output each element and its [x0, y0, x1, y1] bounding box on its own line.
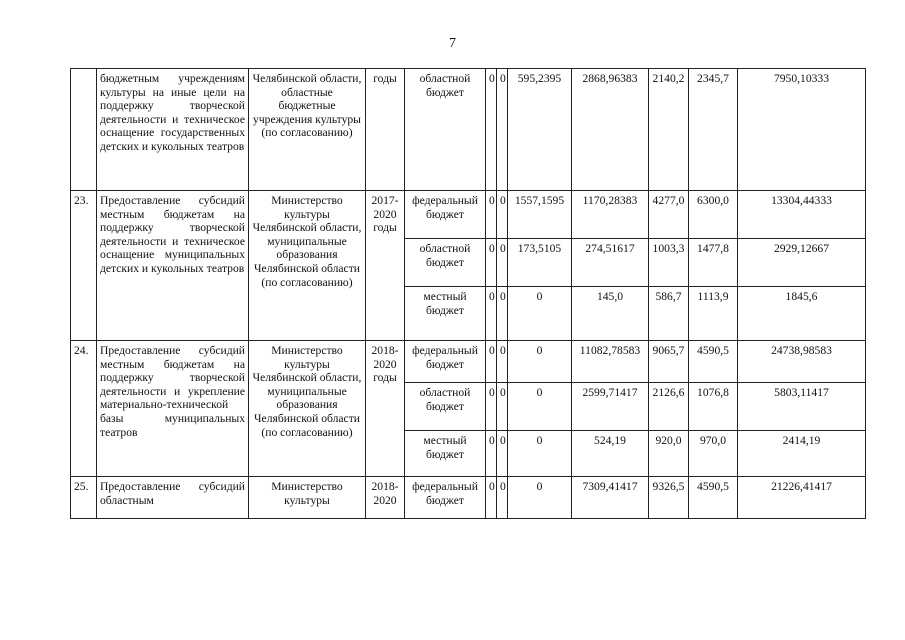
value-year-3: 586,7: [649, 287, 689, 341]
value-year-2: 2868,96383: [572, 69, 649, 191]
funding-source: областной бюджет: [405, 69, 486, 191]
value-zero-2: 0: [497, 383, 508, 431]
table-row: [71, 191, 866, 239]
value-year-2: 7309,41417: [572, 477, 649, 519]
value-year-2: 145,0: [572, 287, 649, 341]
value-zero-2: 0: [497, 191, 508, 239]
value-zero-2: 0: [497, 477, 508, 519]
value-zero-2: 0: [497, 239, 508, 287]
value-zero-2: 0: [497, 287, 508, 341]
funding-source: федеральный бюджет: [405, 341, 486, 383]
implementation-years: 2018-2020: [366, 477, 405, 519]
implementation-years: годы: [366, 69, 405, 191]
funding-source: местный бюджет: [405, 431, 486, 477]
value-zero-2: 0: [497, 431, 508, 477]
executor: Министерство культуры Челябинской области, муниципальные образования Челябинской области (по согласованию): [249, 341, 366, 477]
value-total: 2929,12667: [738, 239, 866, 287]
value-year-3: 2126,6: [649, 383, 689, 431]
value-year-3: 4277,0: [649, 191, 689, 239]
value-zero-2: 0: [497, 341, 508, 383]
table-row: [71, 69, 866, 191]
value-year-1: 0: [508, 477, 572, 519]
value-zero-1: 0: [486, 239, 497, 287]
value-year-4: 6300,0: [689, 191, 738, 239]
activity-name: Предоставление субсидий местным бюджетам на поддержку творческой деятельности и укрепление материально-технической базы муниципальных театров: [97, 341, 249, 477]
activity-name: Предоставление субсидий областным: [97, 477, 249, 519]
activity-name: Предоставление субсидий местным бюджетам на поддержку творческой деятельности и техническое оснащение муниципальных детских и кукольных театров: [97, 191, 249, 341]
value-year-1: 595,2395: [508, 69, 572, 191]
value-total: 5803,11417: [738, 383, 866, 431]
value-zero-1: 0: [486, 431, 497, 477]
value-year-4: 970,0: [689, 431, 738, 477]
row-number: 23.: [71, 191, 97, 341]
page-number: 7: [449, 36, 456, 51]
value-year-2: 11082,78583: [572, 341, 649, 383]
value-year-3: 9326,5: [649, 477, 689, 519]
row-number: 24.: [71, 341, 97, 477]
activity-name: бюджетным учреждениям культуры на иные цели на поддержку творческой деятельности и техническое оснащение государственных детских и кукольных театров: [97, 69, 249, 191]
value-total: 1845,6: [738, 287, 866, 341]
value-year-2: 524,19: [572, 431, 649, 477]
funding-source: местный бюджет: [405, 287, 486, 341]
value-year-2: 274,51617: [572, 239, 649, 287]
value-zero-1: 0: [486, 287, 497, 341]
value-year-3: 920,0: [649, 431, 689, 477]
value-year-4: 1477,8: [689, 239, 738, 287]
value-zero-1: 0: [486, 383, 497, 431]
value-zero-2: 0: [497, 69, 508, 191]
value-year-1: 0: [508, 383, 572, 431]
value-zero-1: 0: [486, 191, 497, 239]
value-year-1: 0: [508, 341, 572, 383]
value-total: 2414,19: [738, 431, 866, 477]
value-year-3: 2140,2: [649, 69, 689, 191]
funding-source: федеральный бюджет: [405, 191, 486, 239]
value-year-2: 1170,28383: [572, 191, 649, 239]
row-number: [71, 69, 97, 191]
value-year-1: 0: [508, 431, 572, 477]
value-year-4: 4590,5: [689, 341, 738, 383]
value-year-1: 0: [508, 287, 572, 341]
table-row: [71, 341, 866, 383]
value-year-3: 1003,3: [649, 239, 689, 287]
executor: Министерство культуры: [249, 477, 366, 519]
program-activities-table: [70, 68, 866, 519]
value-total: 7950,10333: [738, 69, 866, 191]
value-year-4: 1113,9: [689, 287, 738, 341]
value-total: 13304,44333: [738, 191, 866, 239]
implementation-years: 2017-2020 годы: [366, 191, 405, 341]
value-zero-1: 0: [486, 477, 497, 519]
value-year-4: 1076,8: [689, 383, 738, 431]
value-year-2: 2599,71417: [572, 383, 649, 431]
row-number: 25.: [71, 477, 97, 519]
value-zero-1: 0: [486, 69, 497, 191]
funding-source: федеральный бюджет: [405, 477, 486, 519]
funding-source: областной бюджет: [405, 239, 486, 287]
value-year-1: 1557,1595: [508, 191, 572, 239]
funding-source: областной бюджет: [405, 383, 486, 431]
value-year-4: 4590,5: [689, 477, 738, 519]
executor: Челябинской области, областные бюджетные учреждения культуры (по согласованию): [249, 69, 366, 191]
value-total: 24738,98583: [738, 341, 866, 383]
value-total: 21226,41417: [738, 477, 866, 519]
value-year-3: 9065,7: [649, 341, 689, 383]
executor: Министерство культуры Челябинской области, муниципальные образования Челябинской области (по согласованию): [249, 191, 366, 341]
implementation-years: 2018-2020 годы: [366, 341, 405, 477]
table-row: [71, 477, 866, 519]
value-year-4: 2345,7: [689, 69, 738, 191]
value-year-1: 173,5105: [508, 239, 572, 287]
value-zero-1: 0: [486, 341, 497, 383]
